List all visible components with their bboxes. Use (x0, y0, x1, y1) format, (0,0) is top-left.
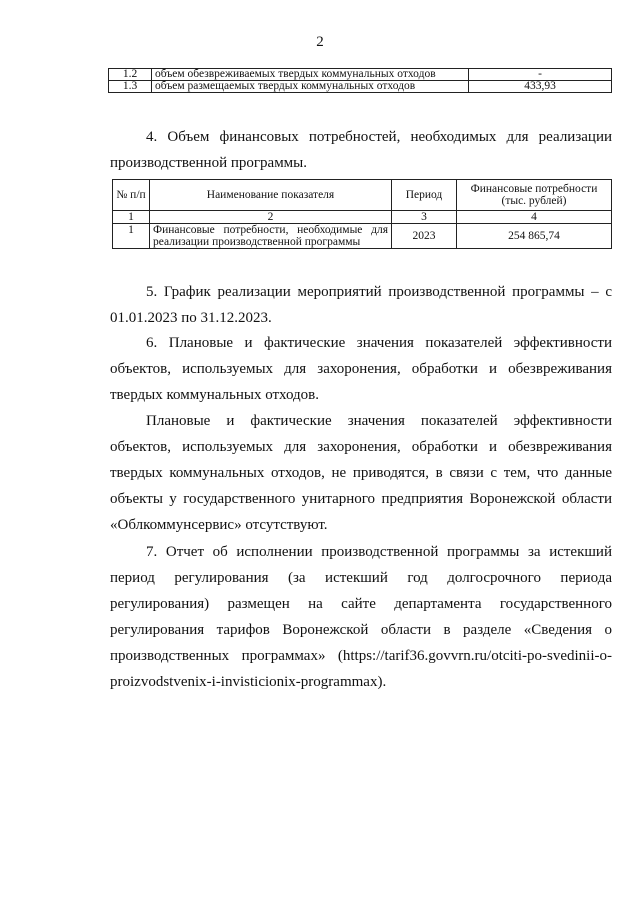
table-row (109, 81, 612, 93)
column-header-financial-needs: Финансовые потребности (тыс. рублей) (457, 180, 612, 211)
column-header-period: Период (392, 180, 457, 211)
table-index-row (113, 211, 612, 224)
table-row (113, 224, 612, 249)
section-7-paragraph: 7. Отчет об исполнении производственной программы за истекший период регулирования (за истекший год долгосрочного периода регулирования) размещен на сайте департамента государственного регулирования тарифов Воронежской области в разделе «Сведения о производственных программах» (https://tarif36.govvrn.ru/otciti-po-svedinii-o-proizvodstvenix-i-invisticionix-programmax). (110, 544, 612, 690)
index-cell: 1 (113, 211, 150, 224)
indicator-name: Финансовые потребности, необходимые для реализации производственной программы (150, 224, 392, 249)
financial-needs-table (112, 179, 612, 249)
period-value: 2023 (392, 224, 457, 249)
section-5-paragraph: 5. График реализации мероприятий производственной программы – с 01.01.2023 по 31.12.2023. (110, 284, 612, 326)
indicator-name: объем обезвреживаемых твердых коммунальных отходов (152, 69, 469, 81)
indicators-table (108, 68, 612, 93)
column-header-indicator: Наименование показателя (150, 180, 392, 211)
table-row (109, 69, 612, 81)
financial-needs-value: 254 865,74 (457, 224, 612, 249)
row-number: 1 (113, 224, 150, 249)
row-number: 1.3 (109, 81, 152, 93)
index-cell: 4 (457, 211, 612, 224)
page-number: 2 (316, 34, 324, 50)
section-6-detail-paragraph: Плановые и фактические значения показателей эффективности объектов, используемых для захоронения, обработки и обезвреживания твердых коммунальных отходов, не приводятся, в связи с тем, что данные объекты у государственного унитарного предприятия Воронежской области «Облкоммунсервис» отсутствуют. (110, 413, 612, 533)
indicator-value: - (469, 69, 612, 81)
section-6-paragraph: 6. Плановые и фактические значения показателей эффективности объектов, используемых для захоронения, обработки и обезвреживания твердых коммунальных отходов. (110, 335, 612, 403)
table-header-row (113, 180, 612, 211)
indicator-value: 433,93 (469, 81, 612, 93)
row-number: 1.2 (109, 69, 152, 81)
column-header-number: № п/п (113, 180, 150, 211)
index-cell: 3 (392, 211, 457, 224)
indicator-name: объем размещаемых твердых коммунальных отходов (152, 81, 469, 93)
section-4-heading: 4. Объем финансовых потребностей, необходимых для реализации производственной программы. (110, 129, 612, 171)
index-cell: 2 (150, 211, 392, 224)
